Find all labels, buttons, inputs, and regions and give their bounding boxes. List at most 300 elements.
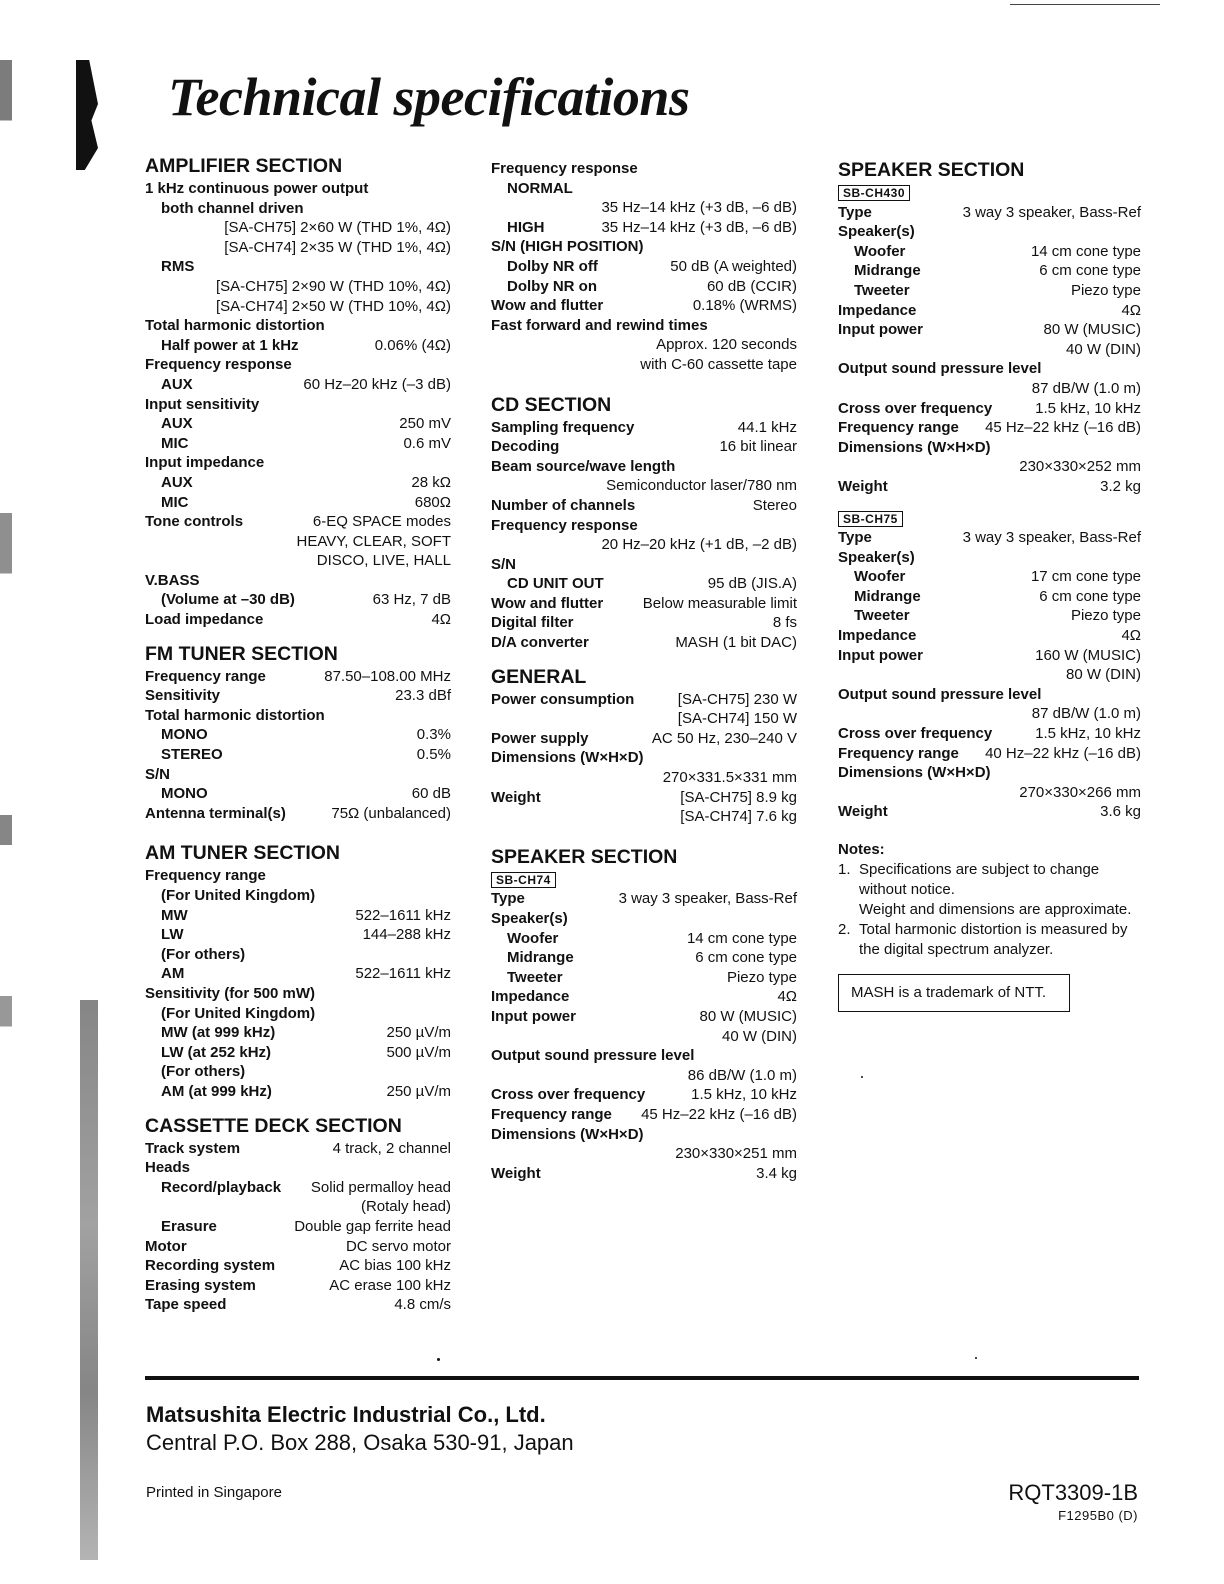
spk430-imp-value: 4Ω <box>1121 301 1141 319</box>
tape-wow-value: 0.18% (WRMS) <box>692 297 797 315</box>
amp-freq-aux-value: 60 Hz–20 kHz (–3 dB) <box>303 375 451 393</box>
amp-tone-label: Tone controls <box>145 513 244 531</box>
spk74-speakers-label: Speaker(s) <box>491 910 568 927</box>
spk430-cross-row <box>838 399 1141 419</box>
spk75-fr-value: 40 Hz–22 kHz (–16 dB) <box>985 744 1141 762</box>
gen-ps-value: AC 50 Hz, 230–240 V <box>651 729 797 747</box>
spk74-cross-row <box>491 1085 797 1105</box>
spk75-speakers-label: Speaker(s) <box>838 548 915 566</box>
spk75-tw-row <box>838 606 1141 626</box>
gen-dim-label: Dimensions (W×H×D) <box>491 749 644 767</box>
column-middle <box>491 159 797 1183</box>
spk74-fr-value: 45 Hz–22 kHz (–16 dB) <box>641 1105 797 1123</box>
cd-da-value: MASH (1 bit DAC) <box>675 634 797 652</box>
am-lw252-row <box>145 1043 451 1063</box>
am-lw-value: 144–288 kHz <box>362 926 451 944</box>
spk74-inp-value-2: 40 W (DIN) <box>722 1027 797 1045</box>
tape-nron-row <box>491 277 797 297</box>
fm-range-value: 87.50–108.00 MHz <box>324 667 451 685</box>
spk430-osp-label: Output sound pressure level <box>838 360 1042 378</box>
cass-erasure-value: Double gap ferrite head <box>294 1217 451 1235</box>
amplifier-section-heading: AMPLIFIER SECTION <box>145 155 343 177</box>
cd-sn-label: S/N <box>491 555 517 573</box>
speaker-ch74-heading: SPEAKER SECTION <box>491 845 678 868</box>
spacer <box>145 1102 451 1114</box>
cd-filter-value: 8 fs <box>772 614 797 632</box>
tape-nron-value: 60 dB (CCIR) <box>706 277 797 295</box>
fm-thd-stereo-label: STEREO <box>161 746 223 764</box>
spk430-dim-value: 230×330×252 mm <box>1019 458 1141 476</box>
spacer <box>145 823 451 841</box>
spk74-mid-label: Midrange <box>507 949 574 967</box>
cd-dec-label: Decoding <box>491 438 560 456</box>
spk74-mid-value: 6 cm cone type <box>695 949 797 967</box>
spk75-dim-label: Dimensions (W×H×D) <box>838 764 991 782</box>
amp-imp-aux-label: AUX <box>161 473 193 491</box>
spacer <box>145 630 451 642</box>
cass-heads-label: Heads <box>145 1159 191 1177</box>
am-am-value: 522–1611 kHz <box>355 965 451 983</box>
amp-cont-value-ch74: [SA-CH74] 2×35 W (THD 1%, 4Ω) <box>224 238 451 256</box>
amp-load-value: 4Ω <box>431 611 451 629</box>
spk75-type-row <box>838 528 1141 548</box>
fm-thd-mono-value: 0.3% <box>416 726 451 744</box>
note-1 <box>838 860 1141 900</box>
cd-wow-label: Wow and flutter <box>491 594 604 612</box>
document-subcode: F1295B0 (D) <box>1058 1508 1138 1523</box>
am-mw999-label: MW (at 999 kHz) <box>161 1024 276 1042</box>
cd-ch-value: Stereo <box>752 496 797 514</box>
tape-nroff-label: Dolby NR off <box>507 257 598 275</box>
spk75-cross-value: 1.5 kHz, 10 kHz <box>1035 725 1141 743</box>
footer-rule <box>145 1376 1139 1380</box>
gen-pc-value-1: [SA-CH75] 230 W <box>677 690 797 708</box>
note-1-continued <box>838 900 1141 920</box>
am-am-label: AM <box>161 965 185 983</box>
amp-imp-mic-row <box>145 493 451 513</box>
spk75-cross-label: Cross over frequency <box>838 725 993 743</box>
spk430-wt-value: 3.2 kg <box>1100 477 1141 495</box>
gen-dim-value: 270×331.5×331 mm <box>662 769 797 787</box>
am-mw-value: 522–1611 kHz <box>355 906 451 924</box>
fm-section-heading: FM TUNER SECTION <box>145 642 338 665</box>
spk430-imp-label: Impedance <box>838 301 917 319</box>
spk74-woofer-value: 14 cm cone type <box>686 929 797 947</box>
tape-sn-label: S/N (HIGH POSITION) <box>491 238 644 256</box>
amp-half-power-row <box>145 336 451 356</box>
note-2 <box>838 920 1141 960</box>
cass-erasesys-label: Erasing system <box>145 1276 256 1294</box>
cd-beam-value: Semiconductor laser/780 nm <box>606 477 797 495</box>
amp-sens-label: Input sensitivity <box>145 395 260 413</box>
spk74-tw-value: Piezo type <box>726 968 797 986</box>
spk430-imp-row <box>838 301 1141 321</box>
am-am-row <box>145 964 451 984</box>
spk74-type-row <box>491 889 797 909</box>
am-lw-row <box>145 925 451 945</box>
fm-thd-stereo-value: 0.5% <box>416 746 451 764</box>
fm-sn-mono-value: 60 dB <box>411 785 451 803</box>
document-code: RQT3309-1B <box>1008 1480 1138 1505</box>
cass-motor-label: Motor <box>145 1237 187 1255</box>
model-tag-sb-ch74: SB-CH74 <box>491 872 556 888</box>
spk75-wt-label: Weight <box>838 803 888 821</box>
printed-in: Printed in Singapore <box>146 1484 282 1501</box>
top-edge-line <box>1010 4 1160 5</box>
spk74-woofer-label: Woofer <box>507 929 559 947</box>
amp-thd-label: Total harmonic distortion <box>145 317 325 335</box>
cass-erasesys-value: AC erase 100 kHz <box>329 1276 451 1294</box>
amp-rms-value-ch74: [SA-CH74] 2×50 W (THD 10%, 4Ω) <box>215 297 451 315</box>
spk74-type-label: Type <box>491 890 525 908</box>
am-am999-row <box>145 1082 451 1102</box>
model-tag-sb-ch430: SB-CH430 <box>838 185 910 201</box>
note-1-text: Specifications are subject to change without notice. <box>859 861 1100 898</box>
cd-section-heading: CD SECTION <box>491 393 612 416</box>
amp-tone-value-2: HEAVY, CLEAR, SOFT <box>296 532 451 550</box>
cass-track-row <box>145 1139 451 1159</box>
cd-filter-row <box>491 613 797 633</box>
spk75-imp-value: 4Ω <box>1121 627 1141 645</box>
cass-track-value: 4 track, 2 channel <box>332 1139 451 1157</box>
model-tag-sb-ch75: SB-CH75 <box>838 511 903 527</box>
am-lw252-label: LW (at 252 kHz) <box>161 1043 272 1061</box>
gen-ps-label: Power supply <box>491 729 589 747</box>
spk75-woofer-value: 17 cm cone type <box>1030 568 1141 586</box>
spk74-tw-label: Tweeter <box>507 968 563 986</box>
gen-wt-value-2: [SA-CH74] 7.6 kg <box>680 808 797 826</box>
am-uk-label: (For United Kingdom) <box>161 887 316 904</box>
gen-ps-row <box>491 729 797 749</box>
am-mw999-value: 250 µV/m <box>386 1024 451 1042</box>
gen-pc-value-2: [SA-CH74] 150 W <box>677 710 797 728</box>
spk430-cross-value: 1.5 kHz, 10 kHz <box>1035 399 1141 417</box>
spk74-inp-value-1: 80 W (MUSIC) <box>699 1007 797 1025</box>
spk430-wt-row <box>838 477 1141 497</box>
cass-rec-value-1: Solid permalloy head <box>310 1178 451 1196</box>
spk430-cross-label: Cross over frequency <box>838 399 993 417</box>
am-sens-label: Sensitivity (for 500 mW) <box>145 984 316 1002</box>
spk75-wt-value: 3.6 kg <box>1100 803 1141 821</box>
tape-ff-value-1: Approx. 120 seconds <box>656 336 797 354</box>
spk430-woofer-value: 14 cm cone type <box>1030 242 1141 260</box>
amp-vol-value: 63 Hz, 7 dB <box>372 591 451 609</box>
fm-antenna-label: Antenna terminal(s) <box>145 804 286 822</box>
spk74-fr-label: Frequency range <box>491 1105 612 1123</box>
cd-ch-row <box>491 496 797 516</box>
cass-recsys-value: AC bias 100 kHz <box>339 1257 451 1275</box>
company-name: Matsushita Electric Industrial Co., Ltd. <box>146 1402 546 1427</box>
spk430-fr-label: Frequency range <box>838 419 959 437</box>
amp-vol-label: (Volume at –30 dB) <box>161 591 295 609</box>
amp-sens-mic-label: MIC <box>161 434 189 452</box>
cd-beam-label: Beam source/wave length <box>491 457 676 475</box>
spk430-type-row <box>838 203 1141 223</box>
spacer <box>491 653 797 665</box>
amp-imp-aux-value: 28 kΩ <box>411 473 451 491</box>
amp-vbass-label: V.BASS <box>145 571 200 589</box>
spk74-inp-row <box>491 1007 797 1027</box>
spk75-type-label: Type <box>838 529 872 547</box>
amp-freq-aux-label: AUX <box>161 375 193 393</box>
cd-out-label: CD UNIT OUT <box>507 575 604 593</box>
spk75-woofer-label: Woofer <box>854 568 906 586</box>
amp-sens-aux-value: 250 mV <box>399 415 451 433</box>
general-section-heading: GENERAL <box>491 665 587 688</box>
fm-sn-mono-row <box>145 784 451 804</box>
gen-wt-row <box>491 788 797 808</box>
am-am999-value: 250 µV/m <box>386 1082 451 1100</box>
amp-imp-label: Input impedance <box>145 454 265 472</box>
spk75-tw-value: Piezo type <box>1070 607 1141 625</box>
spk75-mid-value: 6 cm cone type <box>1039 587 1141 605</box>
column-left <box>145 154 451 1315</box>
notes-block <box>838 840 1141 1012</box>
spk75-cross-row <box>838 724 1141 744</box>
cass-speed-row <box>145 1295 451 1315</box>
spk430-tw-row <box>838 281 1141 301</box>
spk75-tw-label: Tweeter <box>854 607 910 625</box>
cd-wow-value: Below measurable limit <box>642 594 797 612</box>
cass-erasesys-row <box>145 1276 451 1296</box>
spk430-tw-value: Piezo type <box>1070 281 1141 299</box>
cd-out-row <box>491 574 797 594</box>
spk430-mid-value: 6 cm cone type <box>1039 262 1141 280</box>
spacer <box>838 497 1141 509</box>
cd-da-row <box>491 633 797 653</box>
spk430-type-label: Type <box>838 203 872 221</box>
cass-speed-label: Tape speed <box>145 1296 227 1314</box>
speck-mark <box>437 1358 440 1361</box>
amp-both-label: both channel driven <box>161 199 304 217</box>
spacer <box>491 375 797 393</box>
speck-mark <box>975 1357 977 1359</box>
amp-vol-row <box>145 590 451 610</box>
spk430-speakers-label: Speaker(s) <box>838 223 915 241</box>
spk75-osp-value: 87 dB/W (1.0 m) <box>1031 705 1141 723</box>
cass-rec-value-2: (Rotaly head) <box>360 1198 451 1216</box>
note-1-text-2: Weight and dimensions are approximate. <box>859 901 1132 918</box>
spk430-tw-label: Tweeter <box>854 281 910 299</box>
am-mw-row <box>145 906 451 926</box>
cass-speed-value: 4.8 cm/s <box>394 1296 451 1314</box>
amp-sens-mic-row <box>145 434 451 454</box>
cass-track-label: Track system <box>145 1139 241 1157</box>
tape-wow-label: Wow and flutter <box>491 297 604 315</box>
spk74-dim-label: Dimensions (W×H×D) <box>491 1125 644 1143</box>
spk74-dim-value: 230×330×251 mm <box>675 1145 797 1163</box>
cd-samp-row <box>491 418 797 438</box>
spk74-fr-row <box>491 1105 797 1125</box>
amp-rms-label: RMS <box>161 258 195 276</box>
cd-out-value: 95 dB (JIS.A) <box>707 575 797 593</box>
cassette-section-heading: CASSETTE DECK SECTION <box>145 1114 402 1137</box>
speaker-ch430-heading: SPEAKER SECTION <box>838 159 1025 181</box>
spacer <box>491 827 797 845</box>
speck-mark <box>861 1076 863 1078</box>
gen-wt-value-1: [SA-CH75] 8.9 kg <box>680 788 797 806</box>
amp-load-label: Load impedance <box>145 611 264 629</box>
spk430-inp-label: Input power <box>838 321 923 339</box>
tape-nroff-row <box>491 257 797 277</box>
spk74-imp-row <box>491 987 797 1007</box>
cd-da-label: D/A converter <box>491 634 589 652</box>
amp-tone-value-1: 6-EQ SPACE modes <box>312 513 451 531</box>
fm-antenna-value: 75Ω (unbalanced) <box>331 804 451 822</box>
cass-rec-row <box>145 1178 451 1198</box>
amp-half-label: Half power at 1 kHz <box>161 336 299 354</box>
spk75-woofer-row <box>838 567 1141 587</box>
spk74-imp-value: 4Ω <box>777 988 797 1006</box>
cd-dec-row <box>491 437 797 457</box>
cd-wow-row <box>491 594 797 614</box>
spk430-type-value: 3 way 3 speaker, Bass-Ref <box>962 203 1141 221</box>
am-sens-others-label: (For others) <box>161 1063 246 1081</box>
am-mw999-row <box>145 1023 451 1043</box>
tape-normal-value: 35 Hz–14 kHz (+3 dB, –6 dB) <box>601 199 797 217</box>
amp-load-row <box>145 610 451 630</box>
amp-sens-aux-label: AUX <box>161 415 193 433</box>
am-sens-uk-label: (For United Kingdom) <box>161 1004 316 1022</box>
spk75-inp-value-1: 160 W (MUSIC) <box>1035 646 1141 664</box>
spk75-dim-value: 270×330×266 mm <box>1019 783 1141 801</box>
spk74-osp-label: Output sound pressure level <box>491 1047 695 1065</box>
spk75-imp-label: Impedance <box>838 627 917 645</box>
amp-tone-value-3: DISCO, LIVE, HALL <box>316 552 451 570</box>
spk74-wt-value: 3.4 kg <box>756 1164 797 1182</box>
note-1-number: 1. <box>838 861 851 878</box>
notes-heading: Notes: <box>838 841 885 858</box>
am-lw252-value: 500 µV/m <box>386 1043 451 1061</box>
amp-imp-mic-value: 680Ω <box>414 493 451 511</box>
am-lw-label: LW <box>161 926 184 944</box>
gen-wt-label: Weight <box>491 788 541 806</box>
fm-sens-row <box>145 686 451 706</box>
fm-sens-value: 23.3 dBf <box>395 687 451 705</box>
fm-range-label: Frequency range <box>145 667 266 685</box>
amp-freq-label: Frequency response <box>145 356 292 374</box>
cass-erasure-label: Erasure <box>161 1217 217 1235</box>
tape-nron-label: Dolby NR on <box>507 277 597 295</box>
fm-sens-label: Sensitivity <box>145 687 221 705</box>
amp-rms-value-ch75: [SA-CH75] 2×90 W (THD 10%, 4Ω) <box>215 277 451 295</box>
cd-freq-label: Frequency response <box>491 516 638 534</box>
scan-edge-artifact <box>0 60 12 1570</box>
spk75-inp-value-2: 80 W (DIN) <box>1066 666 1141 684</box>
spk74-mid-row <box>491 948 797 968</box>
company-address: Central P.O. Box 288, Osaka 530-91, Japan <box>146 1430 574 1455</box>
fm-antenna-row <box>145 804 451 824</box>
spk75-wt-row <box>838 802 1141 822</box>
spk430-wt-label: Weight <box>838 477 888 495</box>
spk74-wt-label: Weight <box>491 1164 541 1182</box>
amp-sens-mic-value: 0.6 mV <box>403 434 451 452</box>
cass-motor-row <box>145 1237 451 1257</box>
spk430-fr-value: 45 Hz–22 kHz (–16 dB) <box>985 419 1141 437</box>
spk430-mid-row <box>838 261 1141 281</box>
fm-thd-mono-row <box>145 725 451 745</box>
note-2-number: 2. <box>838 921 851 938</box>
spk430-inp-value-1: 80 W (MUSIC) <box>1043 321 1141 339</box>
column-right <box>838 158 1141 1012</box>
spk74-imp-label: Impedance <box>491 988 570 1006</box>
fm-sn-mono-label: MONO <box>161 785 208 803</box>
amp-sens-aux-row <box>145 414 451 434</box>
tape-freq-label: Frequency response <box>491 160 638 177</box>
cass-motor-value: DC servo motor <box>345 1237 451 1255</box>
tape-nroff-value: 50 dB (A weighted) <box>670 257 797 275</box>
tape-normal-label: NORMAL <box>507 179 573 197</box>
cd-freq-value: 20 Hz–20 kHz (+1 dB, –2 dB) <box>601 536 797 554</box>
spk74-osp-value: 86 dB/W (1.0 m) <box>687 1066 797 1084</box>
spk75-fr-label: Frequency range <box>838 744 959 762</box>
amp-half-value: 0.06% (4Ω) <box>374 336 451 354</box>
spk74-inp-label: Input power <box>491 1007 576 1025</box>
tape-high-row <box>491 218 797 238</box>
spk430-inp-row <box>838 320 1141 340</box>
spk74-tw-row <box>491 968 797 988</box>
amp-cont-value-ch75: [SA-CH75] 2×60 W (THD 1%, 4Ω) <box>224 219 451 237</box>
trademark-box: MASH is a trademark of NTT. <box>838 974 1070 1012</box>
cass-recsys-row <box>145 1256 451 1276</box>
cass-rec-label: Record/playback <box>161 1178 282 1196</box>
spk75-inp-label: Input power <box>838 646 923 664</box>
fm-range-row <box>145 667 451 687</box>
page-title: Technical specifications <box>168 67 690 127</box>
note-2-text: Total harmonic distortion is measured by the digital spectrum analyzer. <box>859 921 1128 958</box>
spk75-fr-row <box>838 744 1141 764</box>
am-mw-label: MW <box>161 906 188 924</box>
spk74-woofer-row <box>491 929 797 949</box>
spk74-cross-value: 1.5 kHz, 10 kHz <box>691 1086 797 1104</box>
amp-imp-mic-label: MIC <box>161 493 189 511</box>
cd-samp-value: 44.1 kHz <box>737 418 797 436</box>
amp-cont-label: 1 kHz continuous power output <box>145 180 369 197</box>
cd-filter-label: Digital filter <box>491 614 574 632</box>
am-range-label: Frequency range <box>145 867 266 885</box>
amp-freq-aux-row <box>145 375 451 395</box>
tape-wow-row <box>491 296 797 316</box>
spk430-woofer-label: Woofer <box>854 242 906 260</box>
spk75-mid-label: Midrange <box>854 587 921 605</box>
gen-pc-row <box>491 690 797 710</box>
spk74-wt-row <box>491 1164 797 1184</box>
spk75-imp-row <box>838 626 1141 646</box>
amp-tone-row <box>145 512 451 532</box>
spk75-type-value: 3 way 3 speaker, Bass-Ref <box>962 529 1141 547</box>
cd-samp-label: Sampling frequency <box>491 418 635 436</box>
spk75-inp-row <box>838 646 1141 666</box>
tape-ff-label: Fast forward and rewind times <box>491 316 708 334</box>
spk74-cross-label: Cross over frequency <box>491 1086 646 1104</box>
tape-ff-value-2: with C-60 cassette tape <box>640 355 797 373</box>
cd-dec-value: 16 bit linear <box>719 438 797 456</box>
spk430-fr-row <box>838 418 1141 438</box>
gen-pc-label: Power consumption <box>491 690 635 708</box>
fm-thd-label: Total harmonic distortion <box>145 706 325 724</box>
spk430-inp-value-2: 40 W (DIN) <box>1066 340 1141 358</box>
tape-high-value: 35 Hz–14 kHz (+3 dB, –6 dB) <box>601 218 797 236</box>
note-indent <box>838 900 859 920</box>
spk75-osp-label: Output sound pressure level <box>838 685 1042 703</box>
scan-binding-mark <box>76 60 98 170</box>
amp-imp-aux-row <box>145 473 451 493</box>
spk430-osp-value: 87 dB/W (1.0 m) <box>1031 379 1141 397</box>
cass-erasure-row <box>145 1217 451 1237</box>
cass-recsys-label: Recording system <box>145 1257 276 1275</box>
fm-thd-mono-label: MONO <box>161 726 208 744</box>
am-section-heading: AM TUNER SECTION <box>145 842 340 865</box>
